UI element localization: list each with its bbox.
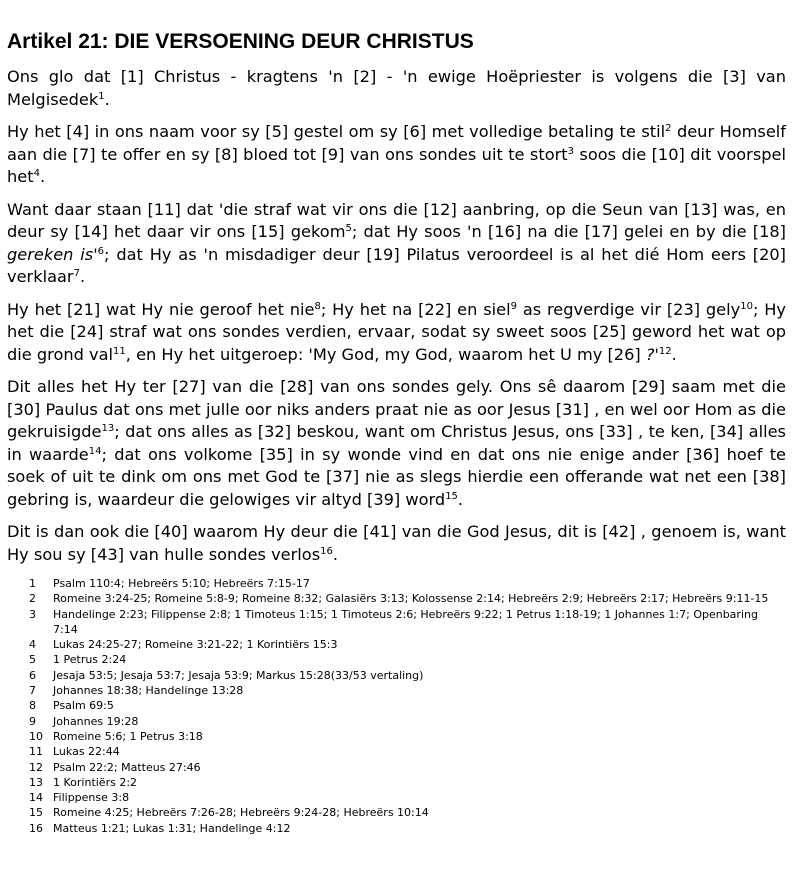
footnote-item [7,714,786,729]
footnote-item [7,805,786,820]
footnote-number: 4 [29,638,36,652]
text-run: soos die [10] dit voorspel het [7,144,786,186]
footnote-number: 2 [29,592,36,606]
footnote-reference: Romeine 5:6; 1 Petrus 3:18 [53,729,203,743]
footnote-reference: Lukas 24:25-27; Romeine 3:21-22; 1 Korintiërs 15:3 [53,638,338,652]
text-run: as regverdige vir [23] gely [516,299,741,319]
footnote-ref: 1 [98,90,105,102]
footnote-ref: 8 [314,300,321,312]
footnote-reference: Handelinge 2:23; Filippense 2:8; 1 Timoteus 1:15; 1 Timoteus 2:6; Hebreërs 9:22; 1 Petrus 1:18-19; 1 Johannes 1:7; Openbaring 7:14 [53,607,758,636]
footnote-reference: Johannes 18:38; Handelinge 13:28 [53,684,244,698]
text-run: . [332,544,339,564]
footnote-item [7,591,786,606]
text-run: . [39,167,46,186]
footnote-reference: Johannes 19:28 [53,714,139,728]
text-run: Hy het [21] wat Hy nie geroof het nie [7,299,315,319]
footnote-reference: Psalm 110:4; Hebreërs 5:10; Hebreërs 7:15-17 [53,577,310,590]
italic-text: gereken is' [7,244,98,264]
footnote-number: 13 [29,775,43,789]
paragraph-1 [7,66,786,111]
footnote-reference: Psalm 22:2; Matteus 27:46 [53,760,201,774]
text-run: . [671,344,677,364]
paragraph-5 [7,376,786,511]
paragraph-3 [7,199,786,289]
footnote-ref: 9 [510,300,517,312]
text-run: ; Hy het na [22] en siel [320,299,511,319]
footnote-reference: Filippense 3:8 [53,791,130,805]
footnote-ref: 6 [97,245,105,257]
text-run: Ons glo dat [1] Christus - kragtens 'n [2] - 'n ewige Hoëpriester is volgens die [3] van Melgisedek [7,67,786,109]
footnote-number: 16 [29,821,43,835]
footnote-reference: Romeine 4:25; Hebreërs 7:26-28; Hebreërs 9:24-28; Hebreërs 10:14 [53,806,429,820]
footnote-ref: 5 [345,223,352,234]
footnote-number: 15 [29,806,43,820]
footnote-ref: 7 [73,268,80,279]
footnote-ref: 15 [445,490,458,502]
footnote-reference: Romeine 3:24-25; Romeine 5:8-9; Romeine 8:32; Galasiërs 3:13; Kolossense 2:14; Hebreërs 2:9; Hebreërs 2:17; Hebreërs 9:11-15 [53,592,769,606]
paragraph-4 [7,299,786,367]
footnote-number: 11 [29,745,43,759]
footnote-item [7,775,786,790]
text-run: ; dat ons volkome [35] in sy wonde vind en dat ons nie enige ander [36] hoef te soek of uit te dink om ons met God te [37] nie as slegs hierdie een offerande wat net een [38] gebring is, waardeur die gelowiges vir altyd [39] word [7,444,787,509]
footnote-ref: 12 [658,345,672,357]
footnote-item [7,668,786,683]
footnote-ref: 3 [567,145,574,157]
text-run: Hy het [4] in ons naam voor sy [5] gestel om sy [6] met volledige betaling te stil [7,122,666,141]
footnote-number: 7 [29,684,36,698]
footnote-number: 8 [29,699,36,713]
footnote-reference: Jesaja 53:5; Jesaja 53:7; Jesaja 53:9; Markus 15:28(33/53 vertaling) [53,668,424,682]
text-run: . [79,267,86,286]
text-run: , en Hy het uitgeroep: 'My God, my God, waarom het U my [26] [125,344,646,364]
footnote-number: 14 [29,791,43,805]
footnote-number: 1 [29,577,36,590]
footnote-reference: Lukas 22:44 [53,745,120,759]
footnote-ref: 10 [740,300,753,312]
paragraph-6 [7,521,786,566]
footnote-item [7,729,786,744]
footnote-ref: 11 [113,345,126,357]
footnote-number: 10 [29,729,43,743]
text-run: . [104,89,110,109]
footnote-item [7,760,786,775]
text-run: Dit alles het Hy ter [27] van die [28] van ons sondes gely. Ons sê daarom [29] saam met die [30] Paulus dat ons met julle oor niks anders praat nie as oor Jesus [31] , en wel oor Hom as die gekruisigde [7,377,786,441]
footnote-number: 12 [29,760,43,774]
footnote-number: 3 [29,607,36,621]
text-run: ; Hy het die [24] straf wat ons sondes verdien, ervaar, sodat sy sweet soos [25] geword het wat op die grond val [7,299,786,364]
footnote-reference: 1 Petrus 2:24 [53,653,127,667]
text-run: . [457,489,464,509]
footnote-item [7,821,786,836]
footnote-item [7,744,786,759]
footnote-reference: Psalm 69:5 [53,699,114,713]
footnote-number: 5 [29,653,36,667]
footnote-item [7,576,786,591]
footnote-number: 6 [29,668,36,682]
italic-text: ?' [645,344,659,364]
footnote-ref: 16 [320,545,333,557]
footnote-ref: 14 [88,445,102,457]
text-run: Want daar staan [11] dat 'die straf wat vir ons die [12] aanbring, op die Seun van [13] was, en deur sy [14] het daar vir ons [15] gekom [7,199,786,241]
footnote-ref: 2 [665,123,672,134]
footnote-item [7,607,786,638]
footnote-ref: 4 [33,168,40,179]
article-title: Artikel 21: DIE VERSOENING DEUR CHRISTUS [7,30,474,53]
footnote-item [7,652,786,667]
text-run: Dit is dan ook die [40] waarom Hy deur die [41] van die God Jesus, dit is [42] , genoem is, want Hy sou sy [43] van hulle sondes verlos [7,522,786,564]
text-run: deur Homself aan die [7] te offer en sy [8] bloed tot [9] van ons sondes uit te stort [7,122,786,164]
footnote-item [7,637,786,652]
paragraph-2 [7,121,786,189]
footnote-ref: 13 [101,423,115,434]
footnote-item [7,683,786,698]
footnote-list [7,576,786,836]
text-run: ; dat Hy as 'n misdadiger deur [19] Pilatus veroordeel is al het dié Hom eers [20] verklaar [7,244,787,286]
text-run: ; dat Hy soos 'n [16] na die [17] gelei en by die [18] [351,222,786,241]
footnote-item [7,790,786,805]
article-body [7,66,786,566]
footnote-number: 9 [29,714,36,728]
footnote-reference: Matteus 1:21; Lukas 1:31; Handelinge 4:12 [53,821,291,835]
footnote-item [7,698,786,713]
text-run: ; dat ons alles as [32] beskou, want om Christus Jesus, ons [33] , te ken, [34] alles in waarde [7,422,786,464]
footnote-reference: 1 Korintiërs 2:2 [53,775,138,789]
